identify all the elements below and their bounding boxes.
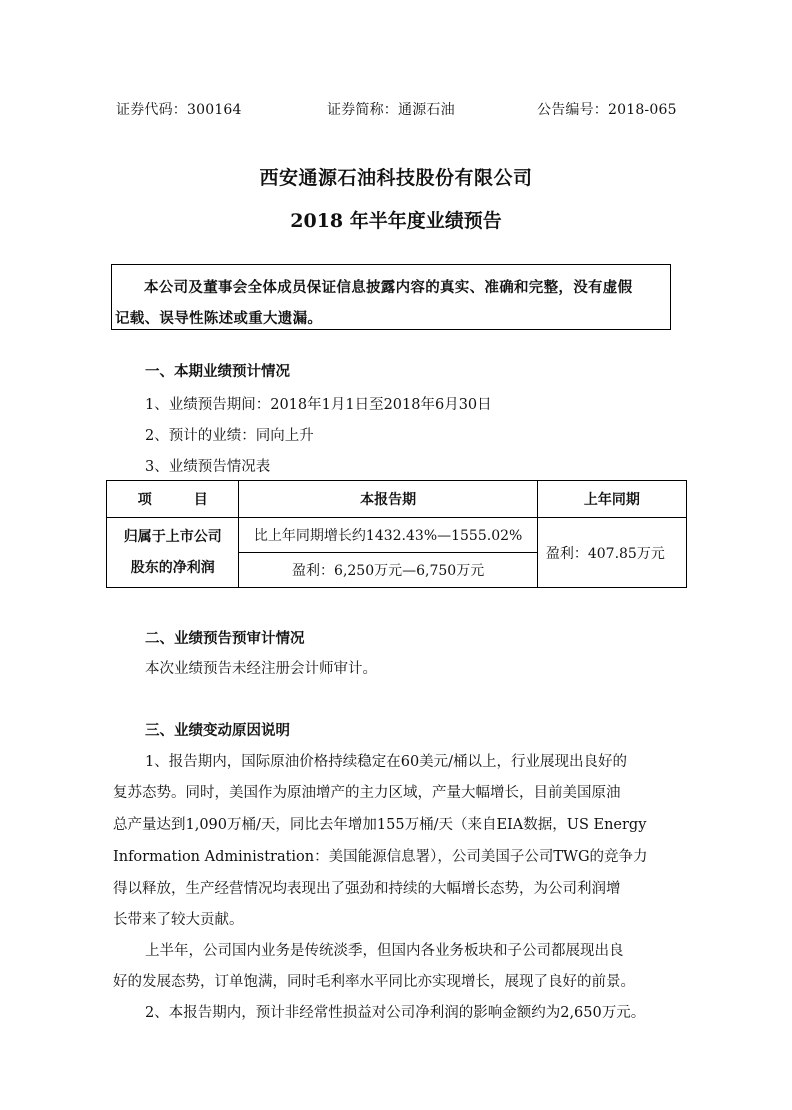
row-label-line-1: 归属于上市公司 [123, 528, 222, 545]
stock-abbreviation: 证券简称：通源石油 [327, 102, 455, 118]
forecast-table [106, 480, 687, 588]
disclaimer-line-1: 本公司及董事会全体成员保证信息披露内容的真实、准确和完整，没有虚假 [144, 279, 633, 296]
stock-code: 证券代码：300164 [116, 102, 242, 118]
table-header-row [107, 481, 687, 518]
forecast-period: 1、业绩预告期间：2018年1月1日至2018年6月30日 [145, 397, 492, 413]
section-2-heading: 二、业绩预告预审计情况 [145, 630, 305, 647]
reason-1-line-3: 总产量达到1,090万桶/天，同比去年增加155万桶/天（来自EIA数据，US Energy [113, 817, 647, 833]
reason-domestic-line-2: 好的发展态势，订单饱满，同时毛利率水平同比亦实现增长，展现了良好的前景。 [113, 974, 635, 990]
forecast-direction: 2、预计的业绩：同向上升 [145, 428, 314, 444]
section-1-heading: 一、本期业绩预计情况 [145, 363, 290, 380]
notice-number: 公告编号：2018-065 [537, 102, 677, 118]
audit-statement: 本次业绩预告未经注册会计师审计。 [145, 661, 377, 677]
current-increase-cell: 比上年同期增长约1432.43%—1555.02% [239, 518, 537, 553]
report-title: 2018 年半年度业绩预告 [290, 210, 502, 232]
disclaimer-line-2: 记载、误导性陈述或重大遗漏。 [115, 310, 323, 327]
reason-1-line-6: 长带来了较大贡献。 [113, 912, 244, 928]
table-row [107, 518, 687, 553]
header-current-period: 本报告期 [239, 481, 537, 518]
company-title: 西安通源石油科技股份有限公司 [259, 167, 533, 189]
reason-1-line-2: 复苏态势。同时，美国作为原油增产的主力区域，产量大幅增长，目前美国原油 [113, 785, 621, 801]
section-3-heading: 三、业绩变动原因说明 [145, 722, 290, 739]
reason-1-line-5: 得以释放，生产经营情况均表现出了强劲和持续的大幅增长态势，为公司利润增 [113, 881, 621, 897]
header-item: 项 目 [107, 481, 239, 518]
previous-profit-cell: 盈利：407.85万元 [537, 518, 686, 588]
row-label [107, 518, 239, 588]
reason-2-nonrecurring: 2、本报告期内，预计非经常性损益对公司净利润的影响金额约为2,650万元。 [145, 1005, 646, 1021]
row-label-line-2: 股东的净利润 [130, 559, 215, 576]
reason-domestic-line-1: 上半年，公司国内业务是传统淡季，但国内各业务板块和子公司都展现出良 [145, 943, 624, 959]
header-previous-period: 上年同期 [537, 481, 686, 518]
reason-1-line-1: 1、报告期内，国际原油价格持续稳定在60美元/桶以上，行业展现出良好的 [145, 754, 628, 770]
reason-1-line-4: Information Administration：美国能源信息署），公司美国子公司TWG的竞争力 [113, 849, 648, 865]
current-profit-cell: 盈利：6,250万元—6,750万元 [239, 553, 537, 588]
forecast-table-caption: 3、业绩预告情况表 [145, 459, 271, 475]
